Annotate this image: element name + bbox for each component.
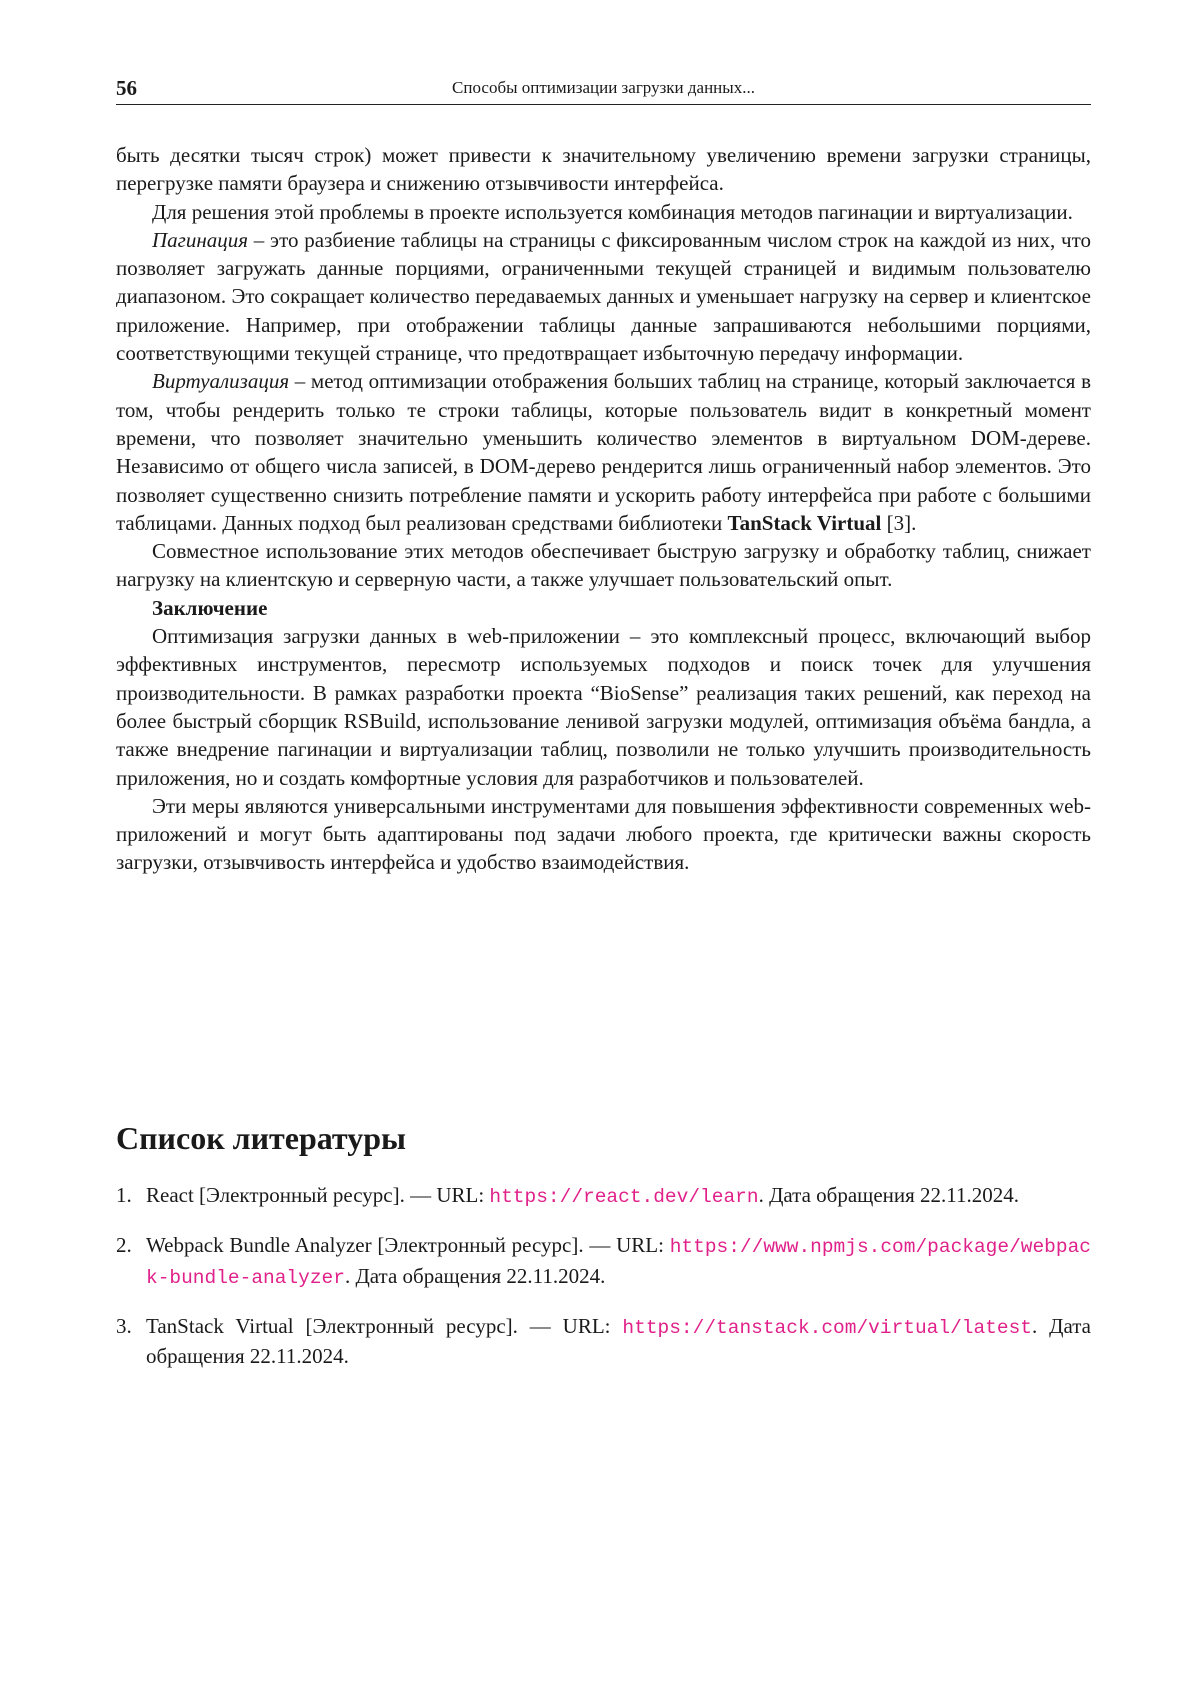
reference-tail: . Дата обращения 22.11.2024. [344, 1263, 606, 1288]
running-title: Способы оптимизации загрузки данных... [452, 78, 755, 97]
paragraph-text: быть десятки тысяч строк) может привести к значительному увеличению времени загрузки страницы, перегрузке памяти браузера и снижению отзывчивости интерфейса. [116, 143, 1091, 196]
paragraph-final [116, 792, 1091, 877]
term-pagination: Пагинация [152, 227, 249, 252]
paragraph-text: – это разбиение таблицы на страницы с фиксированным числом строк на каждой из них, что позволяет загружать данные порциями, ограниченными текущей страницей и видимым пользователю диапазоном. Это сокращает количество передаваемых данных и уменьшает нагрузку на сервер и клиентское приложение. Например, при отображении таблицы данные запрашиваются небольшими порциями, соответствующими текущей странице, что предотвращает избыточную передачу информации. [116, 227, 1091, 366]
reference-number: 1. [116, 1183, 132, 1207]
reference-list [116, 1181, 1091, 1390]
reference-tail: . Дата обращения 22.11.2024. [758, 1183, 1020, 1207]
reference-item [116, 1231, 1091, 1292]
paragraph-text: Для решения этой проблемы в проекте используется комбинация методов пагинации и виртуализации. [152, 199, 1073, 224]
running-header [116, 72, 1091, 105]
reference-item [116, 1312, 1091, 1371]
citation: [3]. [881, 510, 917, 535]
paragraph-continuation [116, 141, 1091, 198]
reference-tail: . Дата обращения 22.11.2024. [146, 1313, 1092, 1369]
reference-link[interactable]: https://www.npmjs.com/package/webpack-bundle-analyzer [146, 1236, 1091, 1289]
paragraph-text: – метод оптимизации отображения больших таблиц на странице, который заключается в том, чтобы рендерить только те строки таблицы, которые пользователь видит в конкретный момент времени, что позволяет значительно уменьшить количество элементов в виртуальном DOM-дереве. Независимо от общего числа записей, в DOM-дерево рендерится лишь ограниченный набор элементов. Это позволяет существенно снизить потребление памяти и ускорить работу интерфейса при работе с большими таблицами. Данных подход был реализован средствами библиотеки [116, 369, 1091, 535]
paragraph-text: Совместное использование этих методов обеспечивает быструю загрузку и обработку таблиц, снижает нагрузку на клиентскую и серверную части, а также улучшает пользовательский опыт. [116, 539, 1091, 592]
paragraph-problem [116, 198, 1091, 226]
term-virtualization: Виртуализация [152, 369, 290, 394]
library-name: TanStack Virtual [727, 510, 882, 535]
reference-number: 3. [116, 1313, 132, 1338]
bibliography-title: Список литературы [116, 1120, 406, 1156]
reference-link[interactable]: https://react.dev/learn [489, 1186, 759, 1208]
paragraph-text: Эти меры являются универсальными инструментами для повышения эффективности современных web-приложений и могут быть адаптированы под задачи любого проекта, где критически важны скорость загрузки, отзывчивость интерфейса и удобство взаимодействия. [116, 793, 1091, 875]
page-number: 56 [116, 76, 137, 100]
body-text [116, 141, 1091, 877]
paragraph-text: Оптимизация загрузки данных в web-приложении – это комплексный процесс, включающий выбор эффективных инструментов, пересмотр используемых подходов и поиск точек для улучшения производительности. В рамках разработки проекта “BioSense” реализация таких решений, как переход на более быстрый сборщик RSBuild, использование ленивой загрузки модулей, оптимизация объёма бандла, а также внедрение пагинации и виртуализации таблиц, позволили не только улучшить производительность приложения, но и создать комфортные условия для разработчиков и пользователей. [116, 624, 1091, 790]
reference-text: Webpack Bundle Analyzer [Электронный ресурс]. — URL: [146, 1233, 670, 1258]
reference-link[interactable]: https://tanstack.com/virtual/latest [622, 1316, 1032, 1339]
paragraph-virtualization [116, 367, 1091, 537]
reference-text: TanStack Virtual [Электронный ресурс]. — URL: [146, 1313, 623, 1338]
reference-number: 2. [116, 1233, 132, 1258]
paragraph-conclusion [116, 622, 1091, 792]
reference-item [116, 1181, 1091, 1211]
paragraph-combined [116, 537, 1091, 594]
paragraph-pagination [116, 226, 1091, 367]
reference-text: React [Электронный ресурс]. — URL: [146, 1183, 490, 1207]
conclusion-heading: Заключение [152, 595, 268, 620]
